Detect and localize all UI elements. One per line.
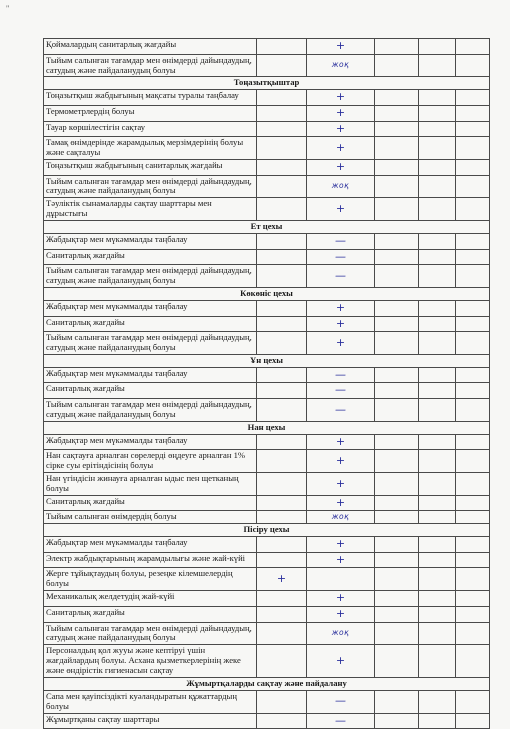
- handwritten-mark: —: [307, 233, 375, 249]
- section-title: Нан цехы: [44, 421, 490, 434]
- empty-cell: [257, 537, 307, 553]
- checklist-row: [44, 434, 490, 450]
- empty-cell: [456, 606, 490, 622]
- handwritten-mark: +: [307, 198, 375, 221]
- handwritten-mark: —: [307, 399, 375, 422]
- empty-cell: [375, 137, 419, 160]
- handwritten-mark: жоқ: [307, 175, 375, 198]
- empty-cell: [456, 622, 490, 645]
- empty-cell: [419, 300, 456, 316]
- empty-cell: [419, 90, 456, 106]
- empty-cell: [375, 606, 419, 622]
- criterion-text: Санитарлық жағдайы: [44, 316, 257, 332]
- handwritten-mark: +: [307, 300, 375, 316]
- criterion-text: Санитарлық жағдайы: [44, 383, 257, 399]
- empty-cell: [419, 137, 456, 160]
- handwritten-mark: —: [307, 690, 375, 713]
- checklist-row: [44, 249, 490, 265]
- criterion-text: Тыйым салынған тағамдар мен өнімдерді дайындаудың, сатудың және пайдаланудың болуы: [44, 265, 257, 288]
- empty-cell: [257, 159, 307, 175]
- handwritten-mark: +: [307, 645, 375, 678]
- empty-cell: [257, 39, 307, 55]
- empty-cell: [375, 90, 419, 106]
- checklist-row: [44, 175, 490, 198]
- empty-cell: [419, 591, 456, 607]
- checklist-row: [44, 137, 490, 160]
- empty-cell: [257, 399, 307, 422]
- criterion-text: Тыйым салынған тағамдар мен өнімдерді дайындаудың, сатудың және пайдаланудың болуы: [44, 622, 257, 645]
- empty-cell: [456, 713, 490, 729]
- empty-cell: [419, 105, 456, 121]
- empty-cell: [419, 713, 456, 729]
- checklist-row: [44, 90, 490, 106]
- empty-cell: [257, 552, 307, 568]
- checklist-row: [44, 645, 490, 678]
- empty-cell: [419, 54, 456, 77]
- checklist-row: [44, 495, 490, 511]
- empty-cell: [257, 54, 307, 77]
- section-header-row: [44, 524, 490, 537]
- empty-cell: [375, 367, 419, 383]
- empty-cell: [419, 511, 456, 524]
- handwritten-mark: жоқ: [307, 511, 375, 524]
- criterion-text: Қоймалардың санитарлық жағдайы: [44, 39, 257, 55]
- empty-cell: [456, 645, 490, 678]
- checklist-row: [44, 159, 490, 175]
- empty-cell: [257, 511, 307, 524]
- handwritten-mark: —: [307, 367, 375, 383]
- empty-cell: [375, 249, 419, 265]
- criterion-text: Тыйым салынған тағамдар мен өнімдерді дайындаудың, сатудың және пайдаланудың болуы: [44, 332, 257, 355]
- empty-cell: [419, 450, 456, 473]
- empty-cell: [419, 473, 456, 496]
- criterion-text: Тыйым салынған тағамдар мен өнімдерді дайындаудың, сатудың және пайдаланудың болуы: [44, 175, 257, 198]
- handwritten-mark: +: [307, 591, 375, 607]
- criterion-text: Тыйым салынған тағамдар мен өнімдерді дайындаудың, сатудың және пайдаланудың болуы: [44, 399, 257, 422]
- empty-cell: [456, 690, 490, 713]
- empty-cell: [375, 54, 419, 77]
- empty-cell: [375, 159, 419, 175]
- empty-cell: [419, 198, 456, 221]
- checklist-row: [44, 121, 490, 137]
- handwritten-mark: +: [307, 121, 375, 137]
- handwritten-mark: +: [307, 537, 375, 553]
- empty-cell: [419, 645, 456, 678]
- empty-cell: [456, 511, 490, 524]
- empty-cell: [456, 399, 490, 422]
- empty-cell: [419, 367, 456, 383]
- empty-cell: [419, 383, 456, 399]
- empty-cell: [419, 399, 456, 422]
- empty-cell: [456, 137, 490, 160]
- empty-cell: [375, 450, 419, 473]
- criterion-text: Нан сақтауға арналған сөрелерді өңдеуге арналған 1% сірке суы ерітіндісінің болуы: [44, 450, 257, 473]
- section-title: Көкөніс цехы: [44, 287, 490, 300]
- section-title: Ет цехы: [44, 221, 490, 234]
- checklist-row: [44, 511, 490, 524]
- handwritten-mark: +: [307, 606, 375, 622]
- checklist-row: [44, 450, 490, 473]
- checklist-row: [44, 713, 490, 729]
- empty-cell: [375, 622, 419, 645]
- empty-cell: [257, 233, 307, 249]
- empty-cell: [307, 568, 375, 591]
- empty-cell: [456, 552, 490, 568]
- empty-cell: [375, 175, 419, 198]
- criterion-text: Тәуліктік сынамаларды сақтау шарттары мен дұрыстығы: [44, 198, 257, 221]
- empty-cell: [375, 690, 419, 713]
- empty-cell: [257, 606, 307, 622]
- handwritten-mark: +: [307, 450, 375, 473]
- empty-cell: [257, 175, 307, 198]
- empty-cell: [456, 434, 490, 450]
- handwritten-mark: —: [307, 249, 375, 265]
- empty-cell: [419, 233, 456, 249]
- empty-cell: [375, 233, 419, 249]
- empty-cell: [257, 591, 307, 607]
- empty-cell: [257, 645, 307, 678]
- empty-cell: [456, 249, 490, 265]
- empty-cell: [375, 121, 419, 137]
- empty-cell: [375, 399, 419, 422]
- empty-cell: [257, 300, 307, 316]
- handwritten-mark: +: [307, 159, 375, 175]
- checklist-body: [44, 39, 490, 729]
- checklist-row: [44, 399, 490, 422]
- empty-cell: [456, 568, 490, 591]
- empty-cell: [375, 105, 419, 121]
- handwritten-mark: +: [307, 105, 375, 121]
- criterion-text: Сапа мен қауіпсіздікті куәландыратын құжаттардың болуы: [44, 690, 257, 713]
- inspection-checklist-table: [43, 38, 490, 729]
- section-header-row: [44, 421, 490, 434]
- empty-cell: [375, 383, 419, 399]
- empty-cell: [257, 713, 307, 729]
- empty-cell: [456, 300, 490, 316]
- criterion-text: Санитарлық жағдайы: [44, 249, 257, 265]
- section-header-row: [44, 77, 490, 90]
- handwritten-mark: —: [307, 383, 375, 399]
- empty-cell: [257, 495, 307, 511]
- handwritten-mark: +: [257, 568, 307, 591]
- checklist-row: [44, 537, 490, 553]
- criterion-text: Электр жабдықтарының жарамдылығы және жай-күйі: [44, 552, 257, 568]
- handwritten-mark: +: [307, 434, 375, 450]
- section-header-row: [44, 287, 490, 300]
- empty-cell: [257, 690, 307, 713]
- empty-cell: [456, 367, 490, 383]
- empty-cell: [456, 332, 490, 355]
- empty-cell: [375, 495, 419, 511]
- empty-cell: [257, 622, 307, 645]
- criterion-text: Механикалық желдетудің жай-күйі: [44, 591, 257, 607]
- empty-cell: [456, 316, 490, 332]
- checklist-row: [44, 473, 490, 496]
- checklist-row: [44, 105, 490, 121]
- criterion-text: Нан үгіндісін жинауға арналған ыдыс пен щетканың болуы: [44, 473, 257, 496]
- empty-cell: [419, 552, 456, 568]
- empty-cell: [375, 300, 419, 316]
- handwritten-mark: —: [307, 265, 375, 288]
- checklist-row: [44, 198, 490, 221]
- handwritten-mark: +: [307, 39, 375, 55]
- criterion-text: Санитарлық жағдайы: [44, 606, 257, 622]
- section-title: Жұмыртқаларды сақтау және пайдалану: [44, 677, 490, 690]
- empty-cell: [375, 332, 419, 355]
- empty-cell: [257, 249, 307, 265]
- handwritten-mark: +: [307, 332, 375, 355]
- checklist-row: [44, 300, 490, 316]
- empty-cell: [419, 622, 456, 645]
- checklist-row: [44, 265, 490, 288]
- handwritten-mark: +: [307, 137, 375, 160]
- empty-cell: [375, 568, 419, 591]
- empty-cell: [456, 495, 490, 511]
- checklist-row: [44, 690, 490, 713]
- empty-cell: [456, 90, 490, 106]
- empty-cell: [257, 332, 307, 355]
- criterion-text: Жабдықтар мен мүкәммалды таңбалау: [44, 537, 257, 553]
- criterion-text: Тыйым салынған өнімдердің болуы: [44, 511, 257, 524]
- empty-cell: [419, 39, 456, 55]
- section-header-row: [44, 677, 490, 690]
- empty-cell: [456, 198, 490, 221]
- empty-cell: [456, 233, 490, 249]
- empty-cell: [419, 249, 456, 265]
- section-title: Тоңазытқыштар: [44, 77, 490, 90]
- empty-cell: [257, 90, 307, 106]
- empty-cell: [456, 121, 490, 137]
- criterion-text: Жұмыртқаны сақтау шарттары: [44, 713, 257, 729]
- criterion-text: Персоналдың қол жууы және кептіруі үшін жағдайлардың болуы. Асхана қызметкерлерінің жеке және өндірістік гигиенасын сақтау: [44, 645, 257, 678]
- checklist-row: [44, 591, 490, 607]
- section-header-row: [44, 221, 490, 234]
- empty-cell: [419, 121, 456, 137]
- empty-cell: [375, 713, 419, 729]
- empty-cell: [456, 537, 490, 553]
- empty-cell: [375, 473, 419, 496]
- empty-cell: [419, 568, 456, 591]
- checklist-row: [44, 233, 490, 249]
- criterion-text: Жабдықтар мен мүкәммалды таңбалау: [44, 434, 257, 450]
- empty-cell: [257, 121, 307, 137]
- section-title: Пісіру цехы: [44, 524, 490, 537]
- checklist-row: [44, 54, 490, 77]
- empty-cell: [419, 434, 456, 450]
- criterion-text: Жабдықтар мен мүкәммалды таңбалау: [44, 367, 257, 383]
- empty-cell: [419, 316, 456, 332]
- empty-cell: [257, 105, 307, 121]
- empty-cell: [257, 434, 307, 450]
- empty-cell: [419, 606, 456, 622]
- empty-cell: [456, 159, 490, 175]
- empty-cell: [375, 645, 419, 678]
- checklist-row: [44, 606, 490, 622]
- criterion-text: Тыйым салынған тағамдар мен өнімдерді дайындаудың, сатудың және пайдаланудың болуы: [44, 54, 257, 77]
- empty-cell: [257, 198, 307, 221]
- empty-cell: [257, 450, 307, 473]
- handwritten-mark: +: [307, 552, 375, 568]
- criterion-text: Жабдықтар мен мүкәммалды таңбалау: [44, 233, 257, 249]
- empty-cell: [419, 690, 456, 713]
- empty-cell: [456, 473, 490, 496]
- empty-cell: [375, 537, 419, 553]
- checklist-row: [44, 622, 490, 645]
- empty-cell: [257, 383, 307, 399]
- empty-cell: [375, 434, 419, 450]
- empty-cell: [375, 511, 419, 524]
- section-title: Ұн цехы: [44, 354, 490, 367]
- handwritten-mark: +: [307, 495, 375, 511]
- empty-cell: [257, 473, 307, 496]
- checklist-row: [44, 332, 490, 355]
- empty-cell: [375, 39, 419, 55]
- empty-cell: [419, 175, 456, 198]
- checklist-row: [44, 316, 490, 332]
- handwritten-mark: +: [307, 90, 375, 106]
- empty-cell: [375, 198, 419, 221]
- handwritten-mark: жоқ: [307, 622, 375, 645]
- checklist-row: [44, 383, 490, 399]
- criterion-text: Термометрлердің болуы: [44, 105, 257, 121]
- empty-cell: [375, 552, 419, 568]
- empty-cell: [375, 591, 419, 607]
- criterion-text: Жерге тұйықтаудың болуы, резеңке кілемшелердің болуы: [44, 568, 257, 591]
- empty-cell: [456, 383, 490, 399]
- criterion-text: Тамақ өнімдерінде жарамдылық мерзімдерінің болуы және сақталуы: [44, 137, 257, 160]
- empty-cell: [257, 137, 307, 160]
- empty-cell: [456, 450, 490, 473]
- criterion-text: Тоңазытқыш жабдығының мақсаты туралы таңбалау: [44, 90, 257, 106]
- empty-cell: [456, 591, 490, 607]
- empty-cell: [456, 265, 490, 288]
- criterion-text: Жабдықтар мен мүкәммалды таңбалау: [44, 300, 257, 316]
- handwritten-mark: жоқ: [307, 54, 375, 77]
- empty-cell: [375, 265, 419, 288]
- criterion-text: Тауар көршілестігін сақтау: [44, 121, 257, 137]
- handwritten-mark: +: [307, 473, 375, 496]
- empty-cell: [257, 265, 307, 288]
- empty-cell: [419, 332, 456, 355]
- empty-cell: [257, 316, 307, 332]
- handwritten-mark: —: [307, 713, 375, 729]
- checklist-row: [44, 552, 490, 568]
- empty-cell: [456, 105, 490, 121]
- handwritten-mark: +: [307, 316, 375, 332]
- empty-cell: [419, 537, 456, 553]
- empty-cell: [419, 159, 456, 175]
- checklist-row: [44, 568, 490, 591]
- checklist-row: [44, 39, 490, 55]
- empty-cell: [456, 39, 490, 55]
- empty-cell: [456, 175, 490, 198]
- criterion-text: Тоңазытқыш жабдығының санитарлық жағдайы: [44, 159, 257, 175]
- criterion-text: Санитарлық жағдайы: [44, 495, 257, 511]
- empty-cell: [419, 495, 456, 511]
- corner-mark: ": [6, 4, 10, 13]
- empty-cell: [419, 265, 456, 288]
- empty-cell: [257, 367, 307, 383]
- empty-cell: [375, 316, 419, 332]
- empty-cell: [456, 54, 490, 77]
- checklist-row: [44, 367, 490, 383]
- section-header-row: [44, 354, 490, 367]
